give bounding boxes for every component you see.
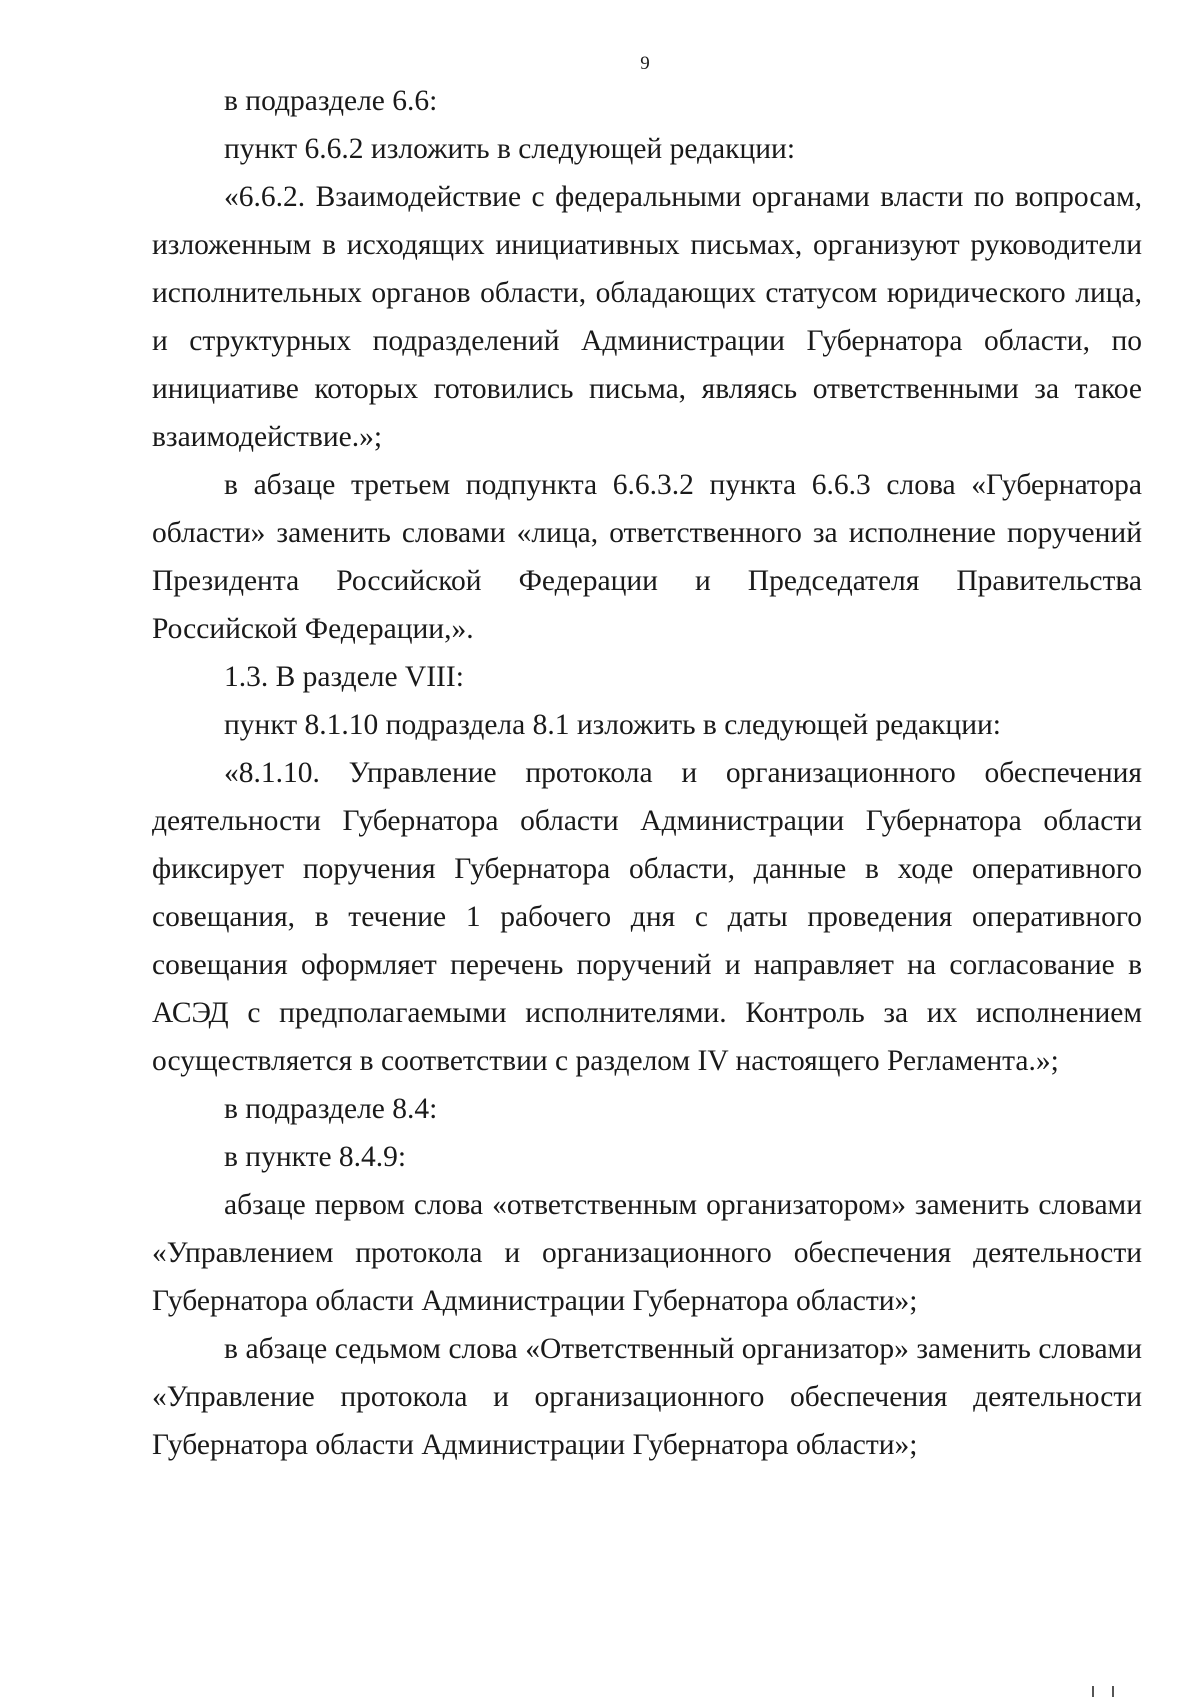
paragraph-item-8-1-10-intro: пункт 8.1.10 подраздела 8.1 изложить в следующей редакции: <box>224 709 1001 741</box>
paragraph-item-6-6-2-text: «6.6.2. Взаимодействие с федеральными органами власти по вопросам, изложенным в исходящих инициативных письмах, организуют руководители исполнительных органов области, обладающих статусом юридического лица, и структурных подразделений Администрации Губернатора области, по инициативе которых готовились письма, являясь ответственными за такое взаимодействие.»; <box>152 181 1142 453</box>
paragraph-item-8-1-10-text: «8.1.10. Управление протокола и организационного обеспечения деятельности Губернатора области Администрации Губернатора области фиксирует поручения Губернатора области, данные в ходе оперативного совещания, в течение 1 рабочего дня с даты проведения оперативного совещания оформляет перечень поручений и направляет на согласование в АСЭД с предполагаемыми исполнителями. Контроль за их исполнением осуществляется в соответствии с разделом IV настоящего Регламента.»; <box>152 757 1142 1077</box>
paragraph-subsection-6-6: в подразделе 6.6: <box>224 85 438 117</box>
paragraph-subitem-6-6-3-2: в абзаце третьем подпункта 6.6.3.2 пункта 6.6.3 слова «Губернатора области» заменить словами «лица, ответственного за исполнение поручений Президента Российской Федерации и Председателя Правительства Российской Федерации,». <box>152 469 1142 645</box>
paragraph-8-4-9-first: абзаце первом слова «ответственным организатором» заменить словами «Управлением протокола и организационного обеспечения деятельности Губернатора области Администрации Губернатора области»; <box>152 1189 1142 1317</box>
page-number: 9 <box>640 53 650 74</box>
paragraph-section-viii: 1.3. В разделе VIII: <box>224 661 464 693</box>
paragraph-8-4-9-seventh: в абзаце седьмом слова «Ответственный организатор» заменить словами «Управление протокола и организационного обеспечения деятельности Губернатора области Администрации Губернатора области»; <box>152 1333 1142 1461</box>
paragraph-subsection-8-4: в подразделе 8.4: <box>224 1093 438 1125</box>
scan-edge-marks <box>1090 1683 1120 1697</box>
document-body <box>152 77 1142 1469</box>
paragraph-item-8-4-9: в пункте 8.4.9: <box>224 1141 407 1173</box>
paragraph-item-6-6-2-intro: пункт 6.6.2 изложить в следующей редакции: <box>224 133 796 165</box>
